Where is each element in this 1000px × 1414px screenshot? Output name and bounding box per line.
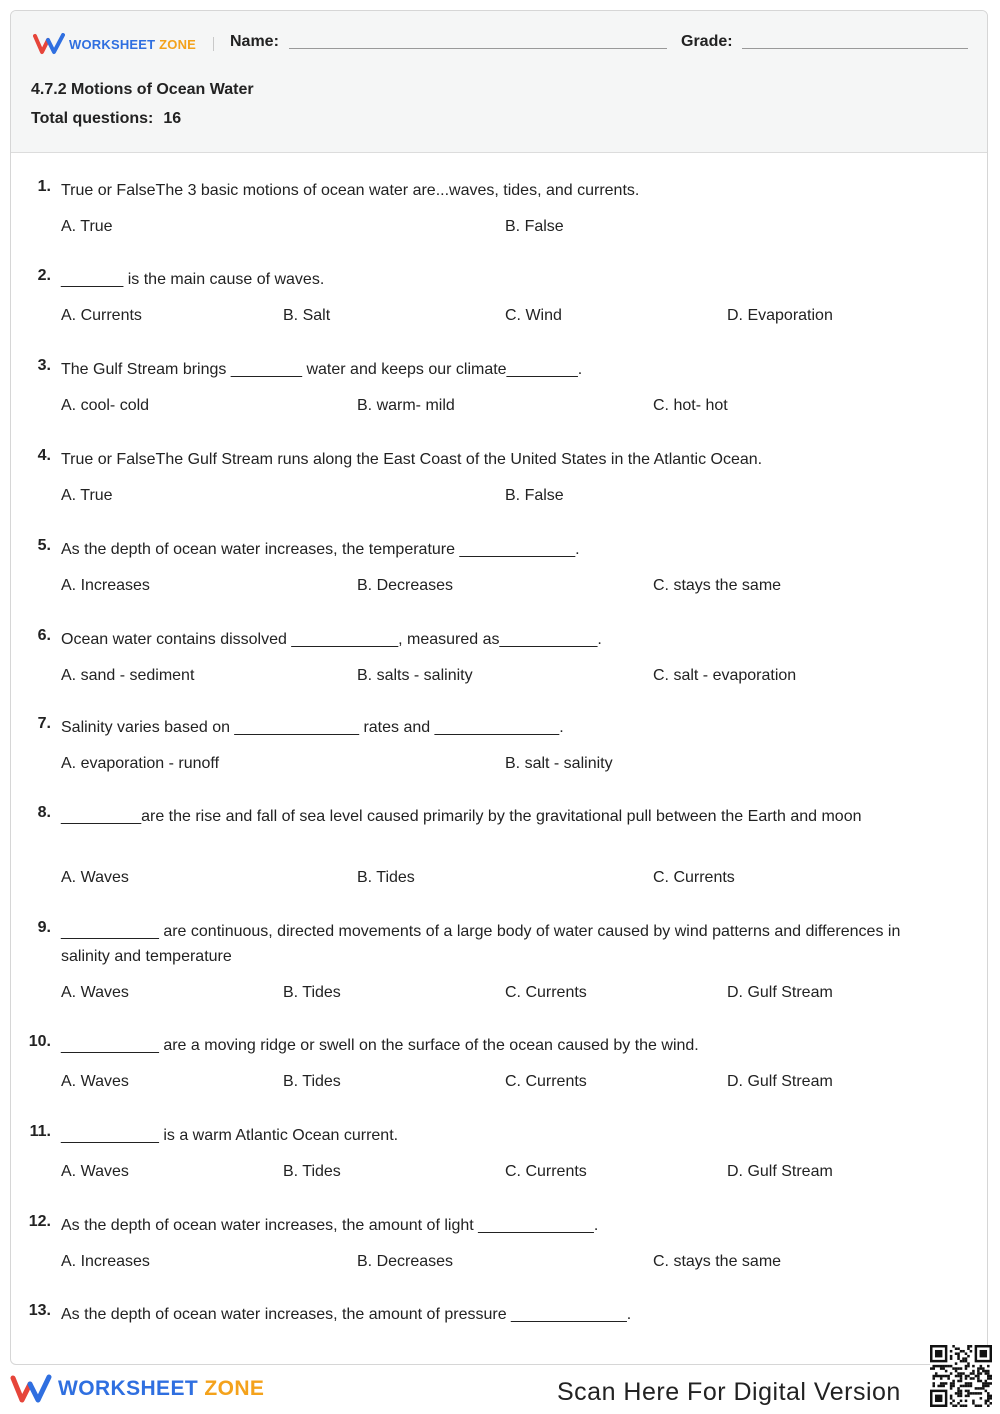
worksheet-header [11, 11, 987, 153]
worksheet-sheet [10, 10, 988, 1365]
answer-option[interactable]: C. stays the same [653, 577, 782, 594]
name-field[interactable] [289, 48, 667, 49]
answer-option[interactable]: B. False [505, 487, 564, 504]
question-text: Ocean water contains dissolved ____________, measured as___________. [61, 631, 602, 648]
answer-option[interactable]: B. salts - salinity [357, 667, 473, 684]
answer-option[interactable]: A. Waves [61, 869, 129, 886]
grade-field[interactable] [742, 48, 968, 49]
answer-option[interactable]: D. Gulf Stream [727, 1163, 833, 1180]
question-number: 8. [37, 804, 51, 821]
question-text: _______ is the main cause of waves. [61, 271, 325, 288]
question-number: 5. [37, 537, 51, 554]
question-text: True or FalseThe Gulf Stream runs along the East Coast of the United States in the Atlantic Ocean. [61, 451, 763, 468]
answer-option[interactable]: A. cool- cold [61, 397, 150, 414]
answer-option[interactable]: C. Currents [505, 1073, 587, 1090]
header-divider [213, 37, 214, 51]
footer-brand-logo [10, 1374, 264, 1404]
logo-mark-icon [33, 33, 65, 55]
question-number: 13. [28, 1302, 51, 1319]
question-number: 4. [37, 447, 51, 464]
answer-option[interactable]: B. salt - salinity [505, 755, 613, 772]
name-label: Name: [230, 33, 279, 50]
answer-option[interactable]: A. Waves [61, 984, 129, 1001]
answer-option[interactable]: C. Currents [505, 984, 587, 1001]
question-text: ___________ are continuous, directed movements of a large body of water caused by wind patterns and differences in salinity and temperature [61, 923, 901, 965]
question-text: Salinity varies based on ______________ rates and ______________. [61, 719, 564, 736]
question-number: 2. [37, 267, 51, 284]
answer-option[interactable]: B. False [505, 218, 564, 235]
answer-option[interactable]: C. salt - evaporation [653, 667, 797, 684]
question-text: True or FalseThe 3 basic motions of ocean water are...waves, tides, and currents. [61, 182, 640, 199]
question-number: 7. [37, 715, 51, 732]
answer-option[interactable]: A. True [61, 218, 113, 235]
answer-option[interactable]: B. Decreases [357, 1253, 454, 1270]
question-number: 9. [37, 919, 51, 936]
question-number: 10. [28, 1033, 51, 1050]
brand-text-part1: WORKSHEET [69, 36, 156, 52]
footer-brand-part2: ZONE [204, 1377, 265, 1400]
answer-option[interactable]: C. Wind [505, 307, 562, 324]
answer-option[interactable]: A. Currents [61, 307, 142, 324]
question-text: ___________ is a warm Atlantic Ocean current. [61, 1127, 399, 1144]
answer-option[interactable]: B. warm- mild [357, 397, 455, 414]
question-number: 6. [37, 627, 51, 644]
answer-option[interactable]: B. Tides [283, 1163, 341, 1180]
question-text: ___________ are a moving ridge or swell on the surface of the ocean caused by the wind. [61, 1037, 699, 1054]
question-text: The Gulf Stream brings ________ water and keeps our climate________. [61, 361, 583, 378]
answer-option[interactable]: B. Tides [283, 984, 341, 1001]
answer-option[interactable]: A. sand - sediment [61, 667, 195, 684]
worksheet-title: 4.7.2 Motions of Ocean Water [31, 81, 254, 98]
answer-option[interactable]: B. Tides [283, 1073, 341, 1090]
brand-text-part2: ZONE [159, 36, 197, 52]
answer-option[interactable]: C. stays the same [653, 1253, 782, 1270]
qr-code-icon[interactable] [930, 1345, 992, 1407]
grade-label: Grade: [681, 33, 733, 50]
brand-text [69, 37, 196, 52]
question-text: As the depth of ocean water increases, the temperature _____________. [61, 541, 580, 558]
footer-brand-text [58, 1377, 264, 1401]
question-number: 1. [37, 178, 51, 195]
answer-option[interactable]: B. Decreases [357, 577, 454, 594]
answer-option[interactable]: B. Tides [357, 869, 415, 886]
answer-option[interactable]: A. True [61, 487, 113, 504]
answer-option[interactable]: C. Currents [653, 869, 735, 886]
question-text: _________are the rise and fall of sea level caused primarily by the gravitational pull between the Earth and moon [61, 808, 862, 825]
answer-option[interactable]: A. Increases [61, 1253, 150, 1270]
total-questions [31, 110, 181, 128]
question-number: 11. [29, 1123, 51, 1140]
footer-logo-mark-icon [10, 1374, 52, 1404]
answer-option[interactable]: A. Waves [61, 1163, 129, 1180]
answer-option[interactable]: A. Waves [61, 1073, 129, 1090]
answer-option[interactable]: B. Salt [283, 307, 331, 324]
question-number: 3. [37, 357, 51, 374]
answer-option[interactable]: D. Evaporation [727, 307, 833, 324]
answer-option[interactable]: C. Currents [505, 1163, 587, 1180]
footer-brand-part1: WORKSHEET [58, 1377, 199, 1400]
question-text: As the depth of ocean water increases, the amount of light _____________. [61, 1217, 599, 1234]
scan-here-text: Scan Here For Digital Version [557, 1378, 901, 1406]
brand-logo [33, 33, 196, 55]
total-questions-label: Total questions: [31, 110, 154, 127]
answer-option[interactable]: A. Increases [61, 577, 150, 594]
total-questions-count: 16 [163, 110, 182, 127]
answer-option[interactable]: D. Gulf Stream [727, 984, 833, 1001]
answer-option[interactable]: C. hot- hot [653, 397, 728, 414]
question-text: As the depth of ocean water increases, the amount of pressure _____________. [61, 1306, 632, 1323]
answer-option[interactable]: A. evaporation - runoff [61, 755, 220, 772]
question-number: 12. [28, 1213, 51, 1230]
answer-option[interactable]: D. Gulf Stream [727, 1073, 833, 1090]
